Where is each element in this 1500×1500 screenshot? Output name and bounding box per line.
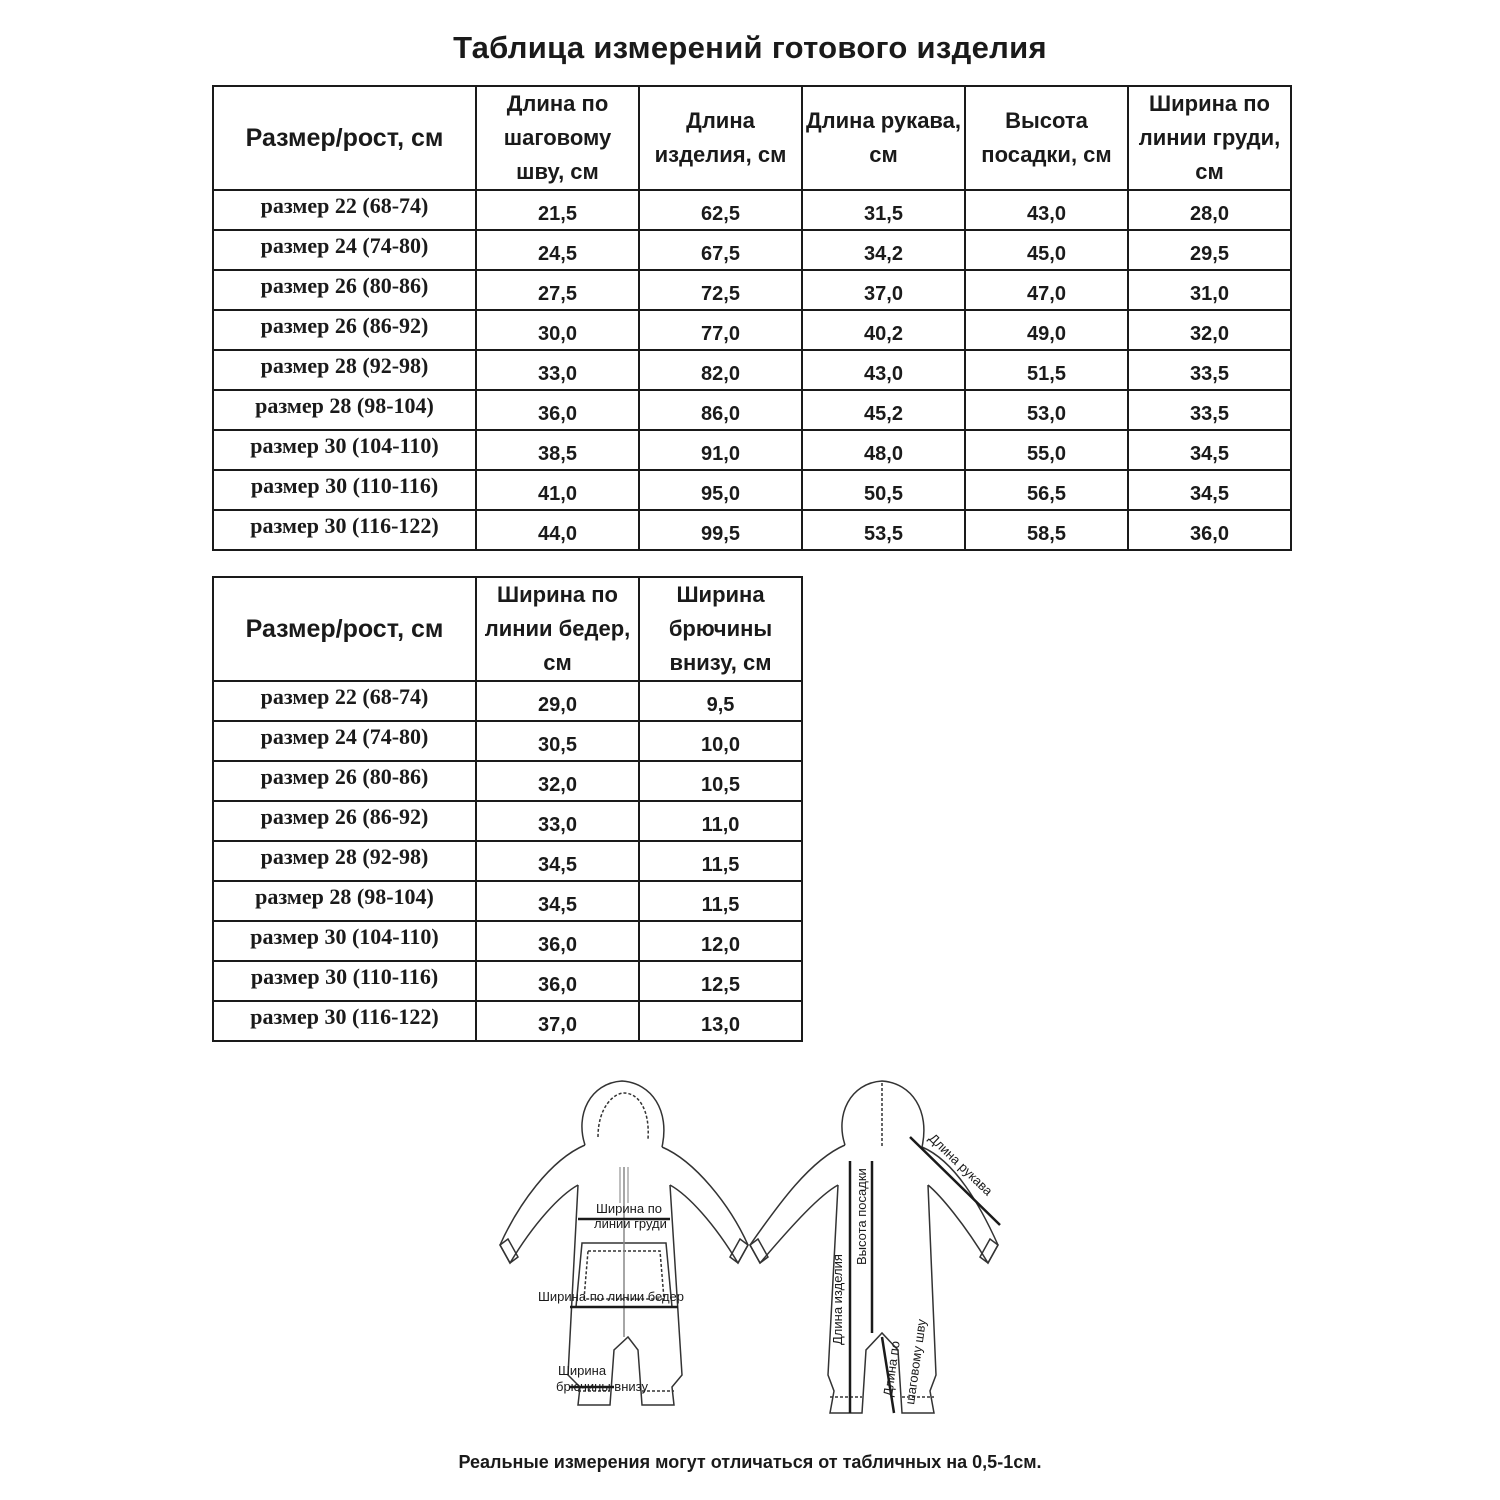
table-row [213,510,1291,550]
value-cell-rise: 45,0 [965,230,1128,270]
table-row [213,190,1291,230]
value-cell-sleeve: 45,2 [802,390,965,430]
size-label-cell: размер 30 (104-110) [213,430,476,470]
value-cell-hip: 36,0 [476,961,639,1001]
value-cell-inseam: 41,0 [476,470,639,510]
value-cell-hip: 32,0 [476,761,639,801]
value-cell-length: 95,0 [639,470,802,510]
value-cell-inseam: 27,5 [476,270,639,310]
value-cell-sleeve: 50,5 [802,470,965,510]
value-cell-chest: 36,0 [1128,510,1291,550]
value-cell-hip: 29,0 [476,681,639,721]
value-cell-length: 67,5 [639,230,802,270]
value-cell-length: 82,0 [639,350,802,390]
value-cell-leg-opening: 9,5 [639,681,802,721]
value-cell-length: 62,5 [639,190,802,230]
value-cell-leg-opening: 12,5 [639,961,802,1001]
value-cell-sleeve: 37,0 [802,270,965,310]
value-cell-hip: 34,5 [476,881,639,921]
inseam-label-2: шаговому шву [902,1318,929,1406]
back-jumpsuit-drawing [750,1081,998,1413]
value-cell-inseam: 30,0 [476,310,639,350]
value-cell-hip: 34,5 [476,841,639,881]
table-row [213,721,802,761]
value-cell-leg-opening: 10,5 [639,761,802,801]
table-header-row [213,577,802,681]
value-cell-chest: 32,0 [1128,310,1291,350]
size-label-cell: размер 28 (92-98) [213,350,476,390]
column-header-hip: Ширина по линии бедер, см [476,577,639,681]
front-jumpsuit-drawing [500,1081,748,1405]
table-row [213,961,802,1001]
column-header-inseam: Длина по шаговому шву, см [476,86,639,190]
value-cell-sleeve: 48,0 [802,430,965,470]
value-cell-chest: 31,0 [1128,270,1291,310]
value-cell-leg-opening: 10,0 [639,721,802,761]
value-cell-hip: 36,0 [476,921,639,961]
value-cell-sleeve: 31,5 [802,190,965,230]
measurements-table-secondary [212,576,803,1042]
value-cell-sleeve: 40,2 [802,310,965,350]
table-row [213,390,1291,430]
table-row [213,350,1291,390]
column-header-size: Размер/рост, см [213,86,476,190]
table-row [213,270,1291,310]
value-cell-chest: 29,5 [1128,230,1291,270]
size-label-cell: размер 30 (104-110) [213,921,476,961]
table-row [213,681,802,721]
value-cell-leg-opening: 11,5 [639,881,802,921]
table-row [213,841,802,881]
page-title: Таблица измерений готового изделия [453,30,1047,65]
size-label-cell: размер 22 (68-74) [213,190,476,230]
size-label-cell: размер 26 (80-86) [213,270,476,310]
table-row [213,881,802,921]
table-row [213,1001,802,1041]
value-cell-rise: 43,0 [965,190,1128,230]
hip-width-label: Ширина по линии бедер [538,1289,685,1304]
leg-opening-label-1: Ширина [558,1363,607,1378]
size-label-cell: размер 26 (86-92) [213,310,476,350]
value-cell-rise: 47,0 [965,270,1128,310]
value-cell-leg-opening: 11,0 [639,801,802,841]
column-header-sleeve: Длина рукава, см [802,86,965,190]
value-cell-hip: 37,0 [476,1001,639,1041]
value-cell-inseam: 36,0 [476,390,639,430]
value-cell-chest: 34,5 [1128,430,1291,470]
size-label-cell: размер 28 (98-104) [213,881,476,921]
size-label-cell: размер 30 (110-116) [213,961,476,1001]
value-cell-length: 91,0 [639,430,802,470]
column-header-rise: Высота посадки, см [965,86,1128,190]
value-cell-inseam: 38,5 [476,430,639,470]
column-header-leg-opening: Ширина брючины внизу, см [639,577,802,681]
value-cell-rise: 53,0 [965,390,1128,430]
value-cell-rise: 55,0 [965,430,1128,470]
size-label-cell: размер 26 (80-86) [213,761,476,801]
value-cell-length: 86,0 [639,390,802,430]
value-cell-leg-opening: 12,0 [639,921,802,961]
chest-width-label-2: линии груди [594,1216,667,1231]
value-cell-rise: 58,5 [965,510,1128,550]
value-cell-inseam: 33,0 [476,350,639,390]
value-cell-inseam: 44,0 [476,510,639,550]
inseam-label-1: Длина по [880,1339,903,1398]
value-cell-length: 72,5 [639,270,802,310]
value-cell-sleeve: 43,0 [802,350,965,390]
value-cell-leg-opening: 13,0 [639,1001,802,1041]
value-cell-sleeve: 34,2 [802,230,965,270]
table-row [213,470,1291,510]
sleeve-length-label: Длина рукава [925,1130,996,1199]
table-row [213,310,1291,350]
value-cell-length: 99,5 [639,510,802,550]
table-row [213,761,802,801]
measurements-table-main [212,85,1292,551]
column-header-size: Размер/рост, см [213,577,476,681]
value-cell-inseam: 21,5 [476,190,639,230]
table-row [213,921,802,961]
size-label-cell: размер 28 (92-98) [213,841,476,881]
measurement-diagram [490,1075,1030,1435]
size-label-cell: размер 30 (116-122) [213,510,476,550]
value-cell-chest: 34,5 [1128,470,1291,510]
value-cell-chest: 28,0 [1128,190,1291,230]
size-label-cell: размер 24 (74-80) [213,721,476,761]
table-row [213,801,802,841]
leg-opening-label-2: брючины внизу [556,1379,648,1394]
column-header-length: Длина изделия, см [639,86,802,190]
value-cell-length: 77,0 [639,310,802,350]
value-cell-sleeve: 53,5 [802,510,965,550]
size-label-cell: размер 30 (110-116) [213,470,476,510]
size-label-cell: размер 30 (116-122) [213,1001,476,1041]
table-row [213,430,1291,470]
value-cell-rise: 49,0 [965,310,1128,350]
value-cell-rise: 51,5 [965,350,1128,390]
size-label-cell: размер 28 (98-104) [213,390,476,430]
value-cell-chest: 33,5 [1128,390,1291,430]
garment-length-label: Длина изделия [830,1254,845,1345]
value-cell-inseam: 24,5 [476,230,639,270]
value-cell-hip: 30,5 [476,721,639,761]
value-cell-hip: 33,0 [476,801,639,841]
rise-height-label: Высота посадки [854,1168,869,1265]
chest-width-label-1: Ширина по [596,1201,662,1216]
value-cell-leg-opening: 11,5 [639,841,802,881]
size-label-cell: размер 22 (68-74) [213,681,476,721]
size-label-cell: размер 24 (74-80) [213,230,476,270]
value-cell-chest: 33,5 [1128,350,1291,390]
size-label-cell: размер 26 (86-92) [213,801,476,841]
value-cell-rise: 56,5 [965,470,1128,510]
table-row [213,230,1291,270]
table-header-row [213,86,1291,190]
column-header-chest: Ширина по линии груди, см [1128,86,1291,190]
measurement-disclaimer: Реальные измерения могут отличаться от табличных на 0,5-1см. [458,1452,1042,1472]
